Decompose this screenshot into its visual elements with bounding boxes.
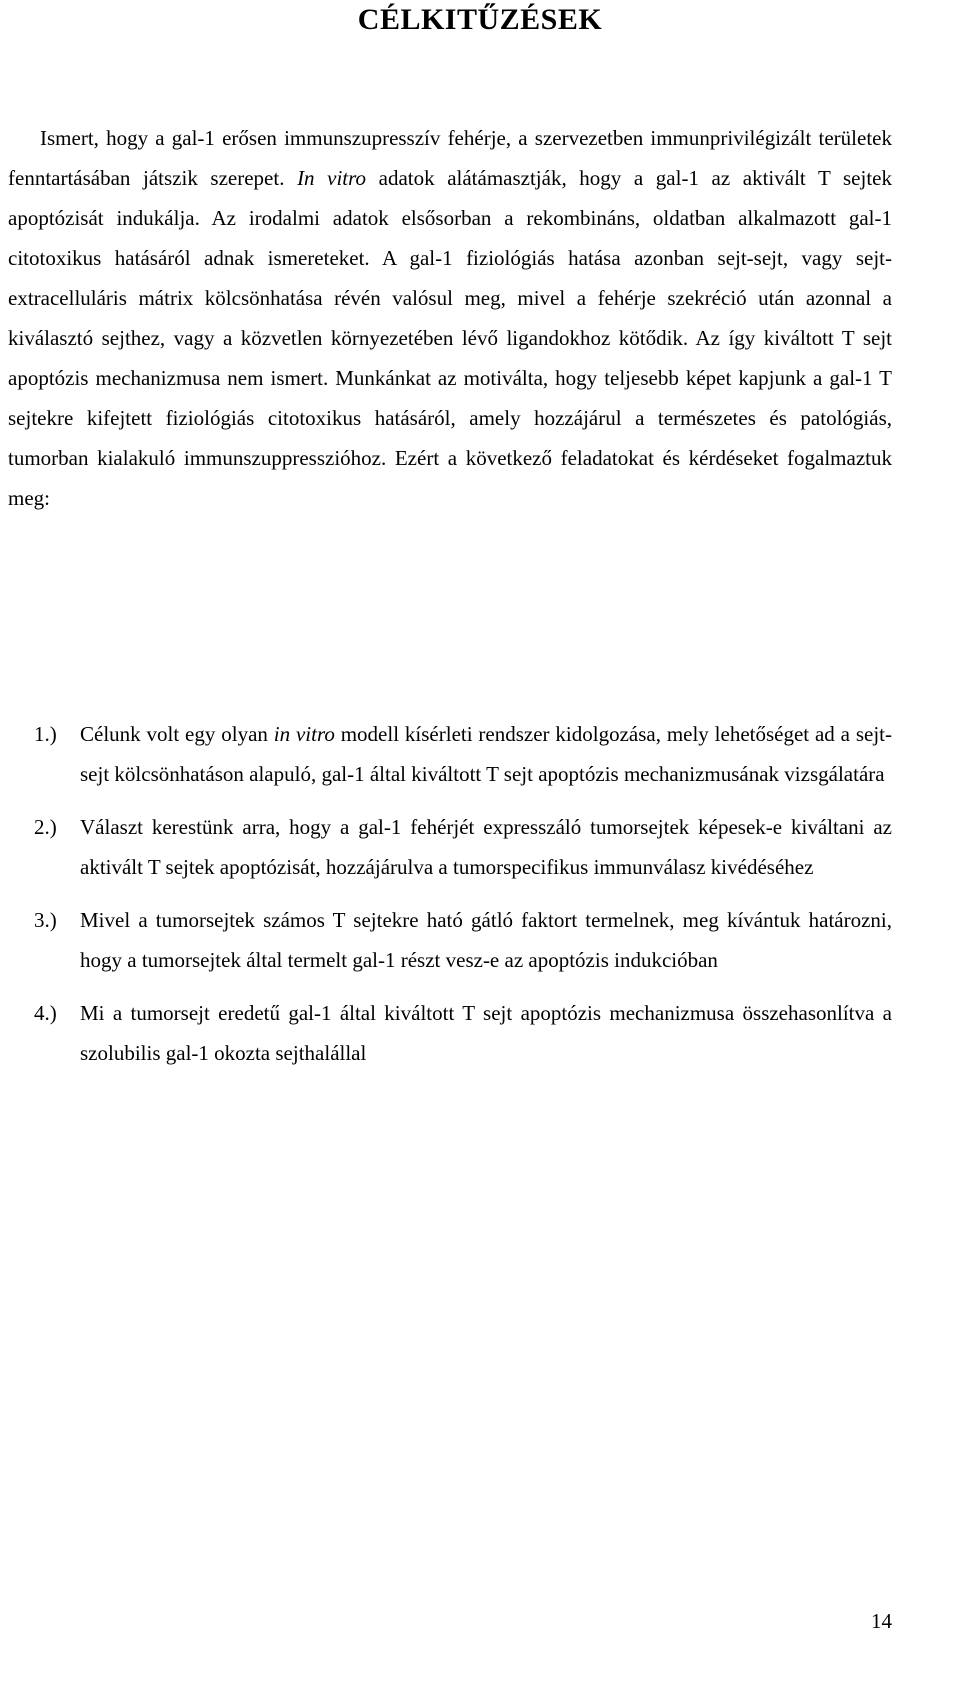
goal-1-text-post: modell kísérleti rendszer kidolgozása, mely lehetőséget ad a sejt-sejt kölcsönhatáson alapuló, gal-1 által kiváltott T sejt apoptózis mechanizmusának vizsgálatára: [80, 722, 893, 786]
goal-text-3: Mivel a tumorsejtek számos T sejtekre ható gátló faktort termelnek, meg kívántuk határozni, hogy a tumorsejtek által termelt gal-1 részt vesz-e az apoptózis indukcióban: [80, 908, 892, 972]
goal-item-3: [34, 900, 892, 980]
goal-item-2: [34, 807, 892, 887]
goal-text-4: Mi a tumorsejt eredetű gal-1 által kiváltott T sejt apoptózis mechanizmusa összehasonlítva a szolubilis gal-1 okozta sejthalállal: [80, 1001, 892, 1065]
goal-number-4: 4.): [34, 1001, 57, 1025]
goal-number-1: 1.): [34, 722, 57, 746]
page-title: CÉLKITŰZÉSEK: [357, 3, 603, 36]
intro-italic-in-vitro: In vitro: [297, 166, 367, 190]
goal-text-2: Választ kerestünk arra, hogy a gal-1 fehérjét expresszáló tumorsejtek képesek-e kiváltani az aktivált T sejtek apoptózisát, hozzájárulva a tumorspecifikus immunválasz kivédéséhez: [80, 815, 892, 879]
goal-1-italic: in vitro: [273, 722, 335, 746]
intro-paragraph: [8, 118, 892, 518]
goal-text-1: [80, 722, 892, 786]
goals-list: [34, 714, 892, 1086]
intro-text-part-2: adatok alátámasztják, hogy a gal-1 az aktivált T sejtek apoptózisát indukálja. Az irodalmi adatok elsősorban a rekombináns, oldatban alkalmazott gal-1 citotoxikus hatásáról adnak ismereteket. A gal-1 fiziológiás hatása azonban sejt-sejt, vagy sejt-extracelluláris mátrix kölcsönhatása révén valósul meg, mivel a fehérje szekréció után azonnal a kiválasztó sejthez, vagy a közvetlen környezetében lévő ligandokhoz kötődik. Az így kiváltott T sejt apoptózis mechanizmusa nem ismert. Munkánkat az motiválta, hogy teljesebb képet kapjunk a gal-1 T sejtekre kifejtett fiziológiás citotoxikus hatásáról, amely hozzájárul a természetes és patológiás, tumorban kialakuló immunszuppresszióhoz. Ezért a következő feladatokat és kérdéseket fogalmaztuk meg:: [8, 166, 892, 510]
goal-item-1: [34, 714, 892, 794]
goal-number-3: 3.): [34, 908, 57, 932]
page-number: 14: [871, 1609, 892, 1633]
goal-number-2: 2.): [34, 815, 57, 839]
goal-1-text-pre: Célunk volt egy olyan: [80, 722, 274, 746]
goal-item-4: [34, 993, 892, 1073]
intro-text-part-1: Ismert, hogy a gal-1 erősen immunszupresszív fehérje, a szervezetben immunprivilégizált területek fenntartásában játszik szerepet.: [8, 126, 892, 190]
